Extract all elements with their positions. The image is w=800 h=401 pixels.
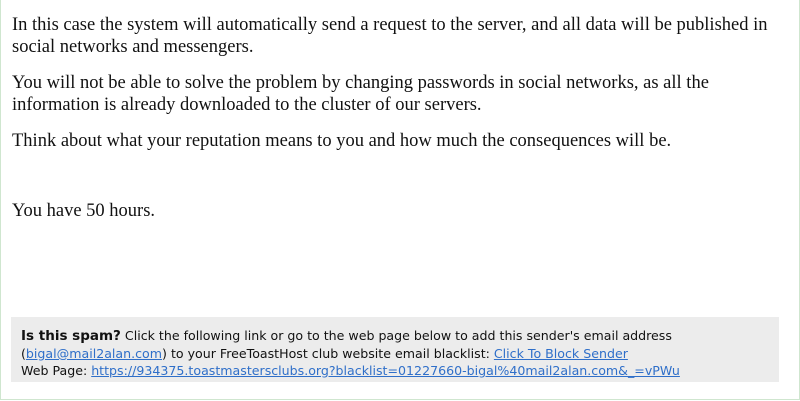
- blacklist-url-link[interactable]: https://934375.toastmastersclubs.org?blacklist=01227660-bigal%40mail2alan.com&_=vPWu: [91, 363, 680, 378]
- paren-open: (: [21, 346, 26, 361]
- spam-question: Is this spam?: [21, 328, 121, 344]
- web-page-label: Web Page:: [21, 363, 92, 378]
- message-paragraph-2: You will not be able to solve the problem by changing passwords in social networks, as all the information is already downloaded to the cluster of our servers.: [12, 73, 709, 115]
- blacklist-text: ) to your FreeToastHost club website email blacklist:: [162, 346, 494, 361]
- spam-notice-box: [11, 317, 779, 382]
- block-sender-link[interactable]: Click To Block Sender: [493, 346, 628, 361]
- sender-email-link[interactable]: bigal@mail2alan.com: [25, 346, 163, 361]
- message-paragraph-3: Think about what your reputation means to you and how much the consequences will be.: [12, 131, 672, 151]
- message-deadline: You have 50 hours.: [12, 201, 156, 221]
- message-paragraph-1: In this case the system will automatically send a request to the server, and all data will be published in social networks and messengers.: [12, 15, 768, 57]
- email-body: [12, 14, 782, 236]
- spam-instructions-text: Click the following link or go to the web page below to add this sender's email address: [120, 328, 672, 343]
